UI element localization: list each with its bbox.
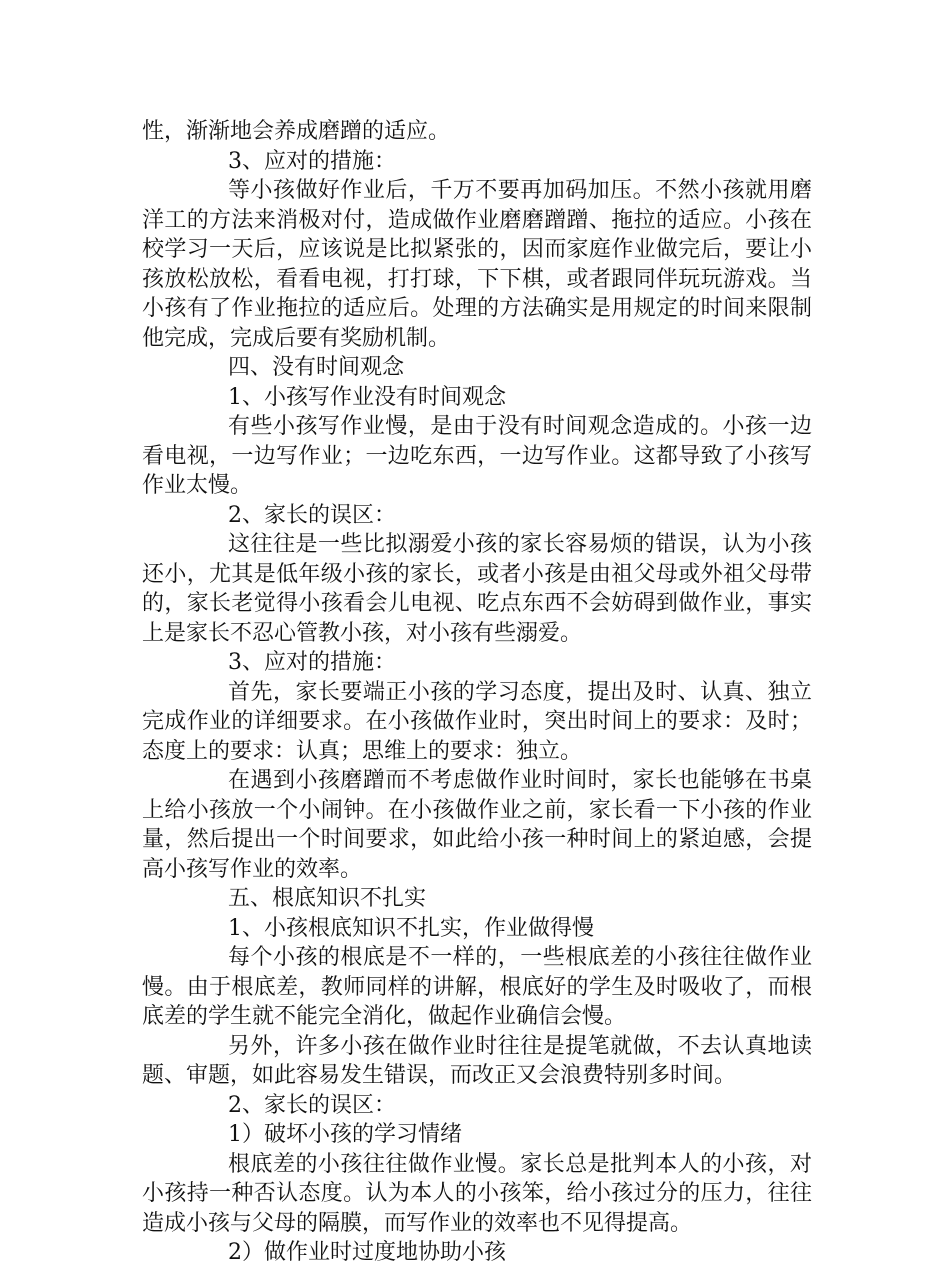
text-line: 1、小孩写作业没有时间观念: [228, 384, 506, 410]
text-line: 3、应对的措施：: [228, 148, 396, 174]
text-line: 态度上的要求：认真；思维上的要求：独立。: [142, 738, 583, 764]
text-line: 1、小孩根底知识不扎实，作业做得慢: [228, 915, 594, 941]
text-line: 题、审题，如此容易发生错误，而改正又会浪费特别多时间。: [142, 1063, 737, 1088]
text-line: 首先，家长要端正小孩的学习态度，提出及时、认真、独立: [228, 679, 812, 705]
text-line: 有些小孩写作业慢，是由于没有时间观念造成的。小孩一边: [228, 414, 812, 439]
text-line: 在遇到小孩磨蹭而不考虑做作业时间时，家长也能够在书桌: [228, 768, 812, 793]
text-line: 的，家长老觉得小孩看会儿电视、吃点东西不会妨碍到做作业，事实: [142, 591, 812, 616]
text-line: 作业太慢。: [142, 473, 253, 498]
text-line: 另外，许多小孩在做作业时往往是提笔就做，不去认真地读: [228, 1033, 812, 1059]
text-line: 高小孩写作业的效率。: [142, 856, 363, 882]
text-line: 慢。由于根底差，教师同样的讲解，根底好的学生及时吸收了，而根: [142, 974, 812, 1000]
text-line: 小孩持一种否认态度。认为本人的小孩笨，给小孩过分的压力，往往: [142, 1181, 812, 1206]
text-line: 完成作业的详细要求。在小孩做作业时，突出时间上的要求：及时；: [142, 709, 812, 734]
text-line: 3、应对的措施：: [228, 650, 396, 675]
text-line: 他完成，完成后要有奖励机制。: [142, 325, 451, 351]
text-line: 孩放松放松，看看电视，打打球，下下棋，或者跟同伴玩玩游戏。当: [142, 266, 812, 292]
text-line: 2）做作业时过度地协助小孩: [228, 1240, 506, 1265]
text-line: 性，渐渐地会养成磨蹭的适应。: [142, 119, 451, 144]
text-line: 底差的学生就不能完全消化，做起作业确信会慢。: [142, 1004, 627, 1029]
text-line: 造成小孩与父母的隔膜，而写作业的效率也不见得提高。: [142, 1210, 693, 1236]
document-body: [142, 117, 812, 1268]
text-line: 四、没有时间观念: [228, 355, 405, 380]
text-line: 等小孩做好作业后，千万不要再加码加压。不然小孩就用磨: [228, 178, 812, 203]
text-line: 校学习一天后，应该说是比拟紧张的，因而家庭作业做完后，要让小: [142, 237, 812, 262]
text-line: 上给小孩放一个小闹钟。在小孩做作业之前，家长看一下小孩的作业: [142, 797, 812, 823]
text-line: 看电视，一边写作业；一边吃东西，一边写作业。这都导致了小孩写: [142, 443, 812, 469]
text-line: 还小，尤其是低年级小孩的家长，或者小孩是由祖父母或外祖父母带: [142, 561, 812, 587]
text-line: 量，然后提出一个时间要求，如此给小孩一种时间上的紧迫感，会提: [142, 827, 812, 852]
text-line: 每个小孩的根底是不一样的，一些根底差的小孩往往做作业: [228, 945, 812, 970]
text-line: 2、家长的误区：: [228, 1092, 396, 1118]
text-line: 根底差的小孩往往做作业慢。家长总是批判本人的小孩，对: [228, 1151, 812, 1177]
text-line: 上是家长不忍心管教小孩，对小孩有些溺爱。: [142, 620, 583, 646]
text-line: 2、家长的误区：: [228, 502, 396, 528]
text-line: 五、根底知识不扎实: [228, 886, 427, 911]
text-line: 小孩有了作业拖拉的适应后。处理的方法确实是用规定的时间来限制: [142, 296, 812, 321]
text-line: 1）破坏小孩的学习情绪: [228, 1122, 462, 1147]
text-line: 这往往是一些比拟溺爱小孩的家长容易烦的错误，认为小孩: [228, 532, 812, 557]
text-line: 洋工的方法来消极对付，造成做作业磨磨蹭蹭、拖拉的适应。小孩在: [142, 207, 812, 233]
